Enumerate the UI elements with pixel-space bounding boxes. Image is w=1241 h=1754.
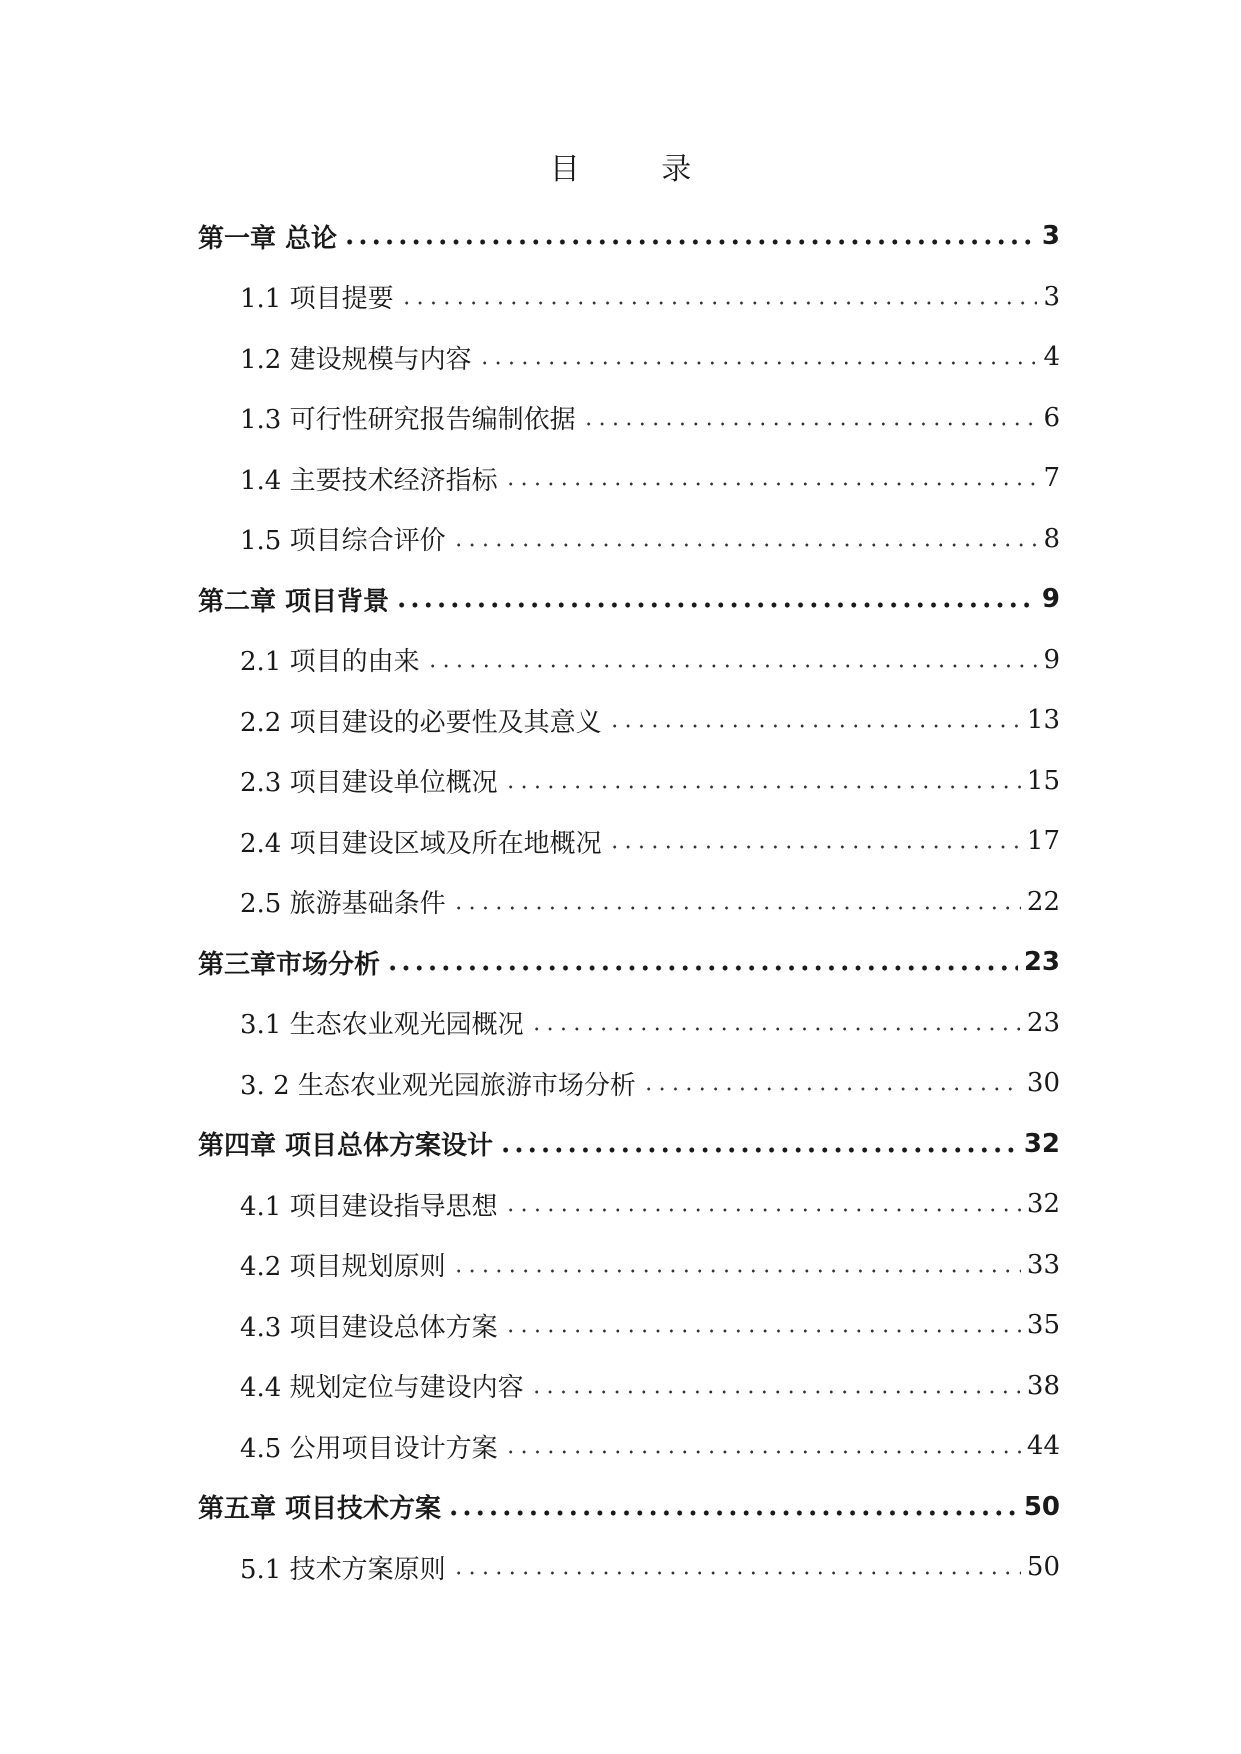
- toc-page-number: 13: [1026, 705, 1060, 736]
- toc-entry-label: 4.5 公用项目设计方案: [240, 1433, 498, 1464]
- toc-entry-label: 4.2 项目规划原则: [240, 1252, 446, 1283]
- toc-section-entry[interactable]: [198, 267, 1060, 328]
- toc-section-entry[interactable]: [198, 509, 1060, 570]
- toc-section-entry[interactable]: [198, 1295, 1060, 1356]
- toc-page-number: 9: [1043, 644, 1060, 675]
- toc-section-entry[interactable]: [198, 1174, 1060, 1235]
- toc-dot-leader: [452, 1569, 1021, 1577]
- toc-page-number: 50: [1023, 1491, 1060, 1522]
- toc-entry-label: 2.2 项目建设的必要性及其意义: [240, 707, 602, 738]
- toc-section-entry[interactable]: [198, 388, 1060, 449]
- toc-dot-leader: [343, 238, 1036, 246]
- toc-section-entry[interactable]: [198, 327, 1060, 388]
- toc-section-entry[interactable]: [198, 1235, 1060, 1296]
- toc-dot-leader: [400, 299, 1038, 307]
- toc-entry-label: 2.3 项目建设单位概况: [240, 768, 498, 799]
- toc-dot-leader: [504, 783, 1021, 791]
- toc-page-number: 7: [1043, 463, 1060, 494]
- toc-dot-leader: [504, 1206, 1021, 1214]
- toc-section-entry[interactable]: [198, 1356, 1060, 1417]
- toc-entry-label: 1.4 主要技术经济指标: [240, 465, 498, 496]
- toc-dot-leader: [582, 420, 1038, 428]
- toc-chapter-entry[interactable]: [198, 569, 1060, 630]
- toc-entry-label: 4.1 项目建设指导思想: [240, 1191, 498, 1222]
- table-of-contents: [198, 206, 1060, 1598]
- toc-page-number: 30: [1026, 1068, 1060, 1099]
- toc-section-entry[interactable]: [198, 993, 1060, 1054]
- toc-chapter-entry[interactable]: [198, 1477, 1060, 1538]
- toc-entry-label: 第二章 项目背景: [198, 586, 390, 617]
- toc-page-number: 3: [1041, 221, 1060, 252]
- toc-page-number: 23: [1026, 1007, 1060, 1038]
- toc-chapter-entry[interactable]: [198, 932, 1060, 993]
- toc-entry-label: 4.3 项目建设总体方案: [240, 1312, 498, 1343]
- toc-dot-leader: [530, 1388, 1021, 1396]
- toc-page-number: 3: [1043, 281, 1060, 312]
- toc-entry-label: 第一章 总论: [198, 223, 338, 254]
- toc-page-number: 22: [1026, 886, 1060, 917]
- toc-section-entry[interactable]: [198, 448, 1060, 509]
- toc-page-number: 17: [1026, 826, 1060, 857]
- toc-entry-label: 3.1 生态农业观光园概况: [240, 1010, 524, 1041]
- toc-entry-label: 5.1 技术方案原则: [240, 1554, 446, 1585]
- toc-entry-label: 1.2 建设规模与内容: [240, 344, 472, 375]
- toc-section-entry[interactable]: [198, 630, 1060, 691]
- toc-dot-leader: [608, 843, 1021, 851]
- toc-dot-leader: [478, 359, 1038, 367]
- toc-entry-label: 2.1 项目的由来: [240, 647, 420, 678]
- toc-dot-leader: [504, 1327, 1021, 1335]
- toc-dot-leader: [447, 1509, 1018, 1517]
- toc-dot-leader: [504, 1448, 1021, 1456]
- toc-dot-leader: [452, 1267, 1021, 1275]
- toc-section-entry[interactable]: [198, 751, 1060, 812]
- toc-dot-leader: [530, 1025, 1021, 1033]
- toc-page-number: 35: [1026, 1310, 1060, 1341]
- toc-chapter-entry[interactable]: [198, 206, 1060, 267]
- toc-dot-leader: [608, 722, 1021, 730]
- toc-dot-leader: [426, 662, 1038, 670]
- toc-chapter-entry[interactable]: [198, 1114, 1060, 1175]
- toc-dot-leader: [642, 1085, 1021, 1093]
- toc-entry-label: 第四章 项目总体方案设计: [198, 1131, 494, 1162]
- toc-entry-label: 2.4 项目建设区域及所在地概况: [240, 828, 602, 859]
- toc-section-entry[interactable]: [198, 1053, 1060, 1114]
- toc-entry-label: 第三章市场分析: [198, 949, 381, 980]
- toc-page-number: 32: [1023, 1128, 1060, 1159]
- toc-dot-leader: [452, 904, 1021, 912]
- toc-dot-leader: [504, 480, 1038, 488]
- toc-section-entry[interactable]: [198, 1416, 1060, 1477]
- toc-dot-leader: [452, 541, 1038, 549]
- toc-entry-label: 1.1 项目提要: [240, 284, 394, 315]
- toc-page-number: 6: [1043, 402, 1060, 433]
- toc-page-number: 38: [1026, 1370, 1060, 1401]
- toc-section-entry[interactable]: [198, 811, 1060, 872]
- toc-entry-label: 1.3 可行性研究报告编制依据: [240, 405, 576, 436]
- toc-page-number: 50: [1026, 1552, 1060, 1583]
- toc-dot-leader: [386, 964, 1018, 972]
- toc-entry-label: 第五章 项目技术方案: [198, 1494, 442, 1525]
- toc-entry-label: 1.5 项目综合评价: [240, 526, 446, 557]
- toc-page-number: 4: [1043, 342, 1060, 373]
- toc-entry-label: 4.4 规划定位与建设内容: [240, 1373, 524, 1404]
- toc-dot-leader: [499, 1146, 1018, 1154]
- toc-page-number: 15: [1026, 765, 1060, 796]
- toc-section-entry[interactable]: [198, 872, 1060, 933]
- toc-title: 目 录: [549, 152, 728, 187]
- toc-dot-leader: [395, 601, 1036, 609]
- toc-entry-label: 3. 2 生态农业观光园旅游市场分析: [240, 1070, 636, 1101]
- toc-page-number: 32: [1026, 1189, 1060, 1220]
- toc-page-number: 23: [1023, 947, 1060, 978]
- toc-page-number: 44: [1026, 1431, 1060, 1462]
- toc-page-number: 8: [1043, 523, 1060, 554]
- toc-section-entry[interactable]: [198, 690, 1060, 751]
- toc-section-entry[interactable]: [198, 1537, 1060, 1598]
- toc-entry-label: 2.5 旅游基础条件: [240, 889, 446, 920]
- toc-page-number: 33: [1026, 1249, 1060, 1280]
- toc-page-number: 9: [1041, 584, 1060, 615]
